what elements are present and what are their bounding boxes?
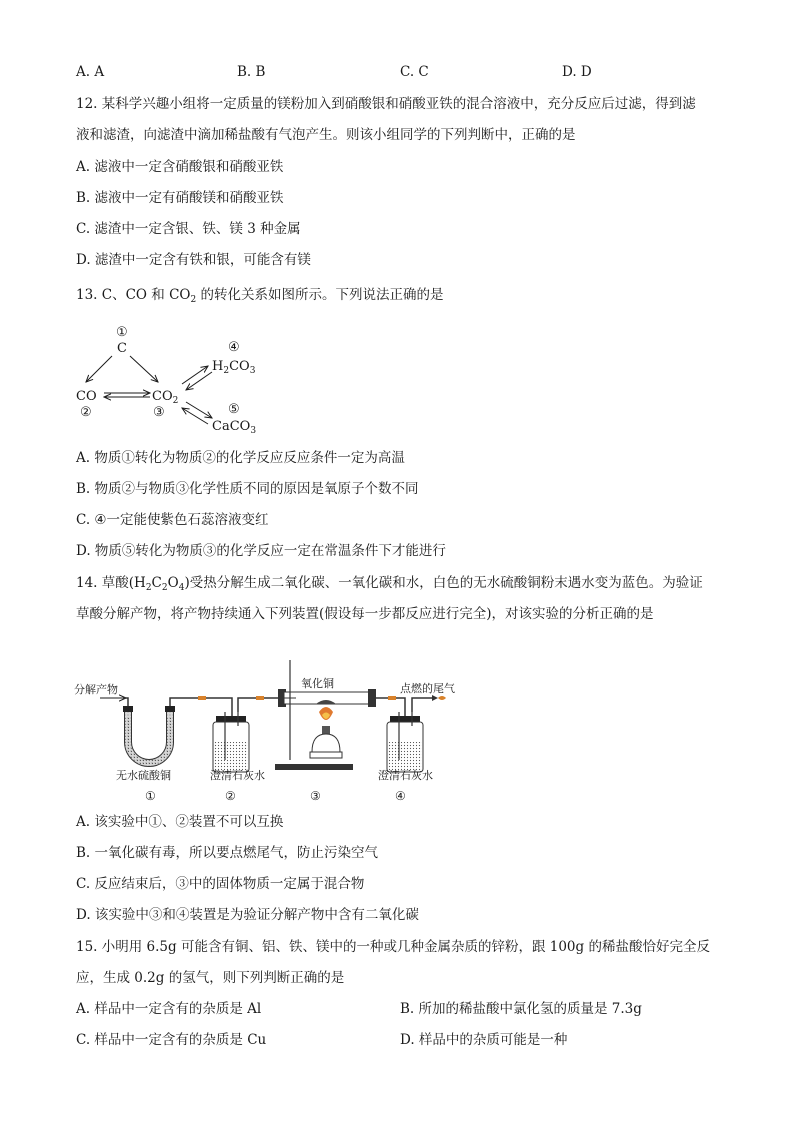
arrow-c-to-co2 — [130, 356, 158, 382]
co-formula: CO — [76, 389, 97, 404]
q15-option-b: B. 所加的稀盐酸中氯化氢的质量是 7.3g — [400, 1001, 642, 1017]
q15-option-a: A. 样品中一定含有的杂质是 Al — [76, 1001, 262, 1017]
inlet-label: 分解产物 — [74, 683, 118, 696]
h2co3-formula: $H_2CO_3$ — [212, 359, 256, 376]
label-limewater-2: 澄清石灰水 — [210, 769, 265, 782]
arrow-co2-to-caco3 — [186, 402, 212, 418]
q12-option-d: D. 滤渣中一定含有铁和银，可能含有镁 — [76, 252, 311, 268]
apparatus-num-4: ④ — [395, 789, 406, 803]
label-limewater-4: 澄清石灰水 — [378, 769, 433, 782]
q15-option-c: C. 样品中一定含有的杂质是 Cu — [76, 1032, 267, 1048]
q13-option-d: D. 物质⑤转化为物质③的化学反应一定在常温条件下才能进行 — [76, 543, 446, 559]
q15-stem-line2: 应，生成 0.2g 的氢气，则下列判断正确的是 — [76, 970, 345, 986]
q14-option-d: D. 该实验中③和④装置是为验证分解产物中含有二氧化碳 — [76, 907, 419, 923]
q11-option-d: D. D — [562, 64, 592, 80]
bottle-2 — [213, 712, 249, 772]
q14-stem-line2: 草酸分解产物，将产物持续通入下列装置(假设每一步都反应进行完全)，对该实验的分析正确的是 — [76, 606, 654, 622]
q11-option-b: B. B — [237, 64, 266, 80]
caco3-formula: CaCO$_3$ — [212, 419, 257, 436]
label-5: ⑤ — [228, 402, 240, 417]
label-4: ④ — [228, 340, 240, 355]
arrow-h2co3-to-co2 — [186, 372, 212, 390]
q14-option-c: C. 反应结束后，③中的固体物质一定属于混合物 — [76, 876, 365, 892]
co2-formula: $CO_2$ — [152, 389, 179, 406]
q15-option-d: D. 样品中的杂质可能是一种 — [400, 1032, 568, 1048]
q13-option-a: A. 物质①转化为物质②的化学反应反应条件一定为高温 — [76, 450, 405, 466]
label-anhydrous-cuso4: 无水硫酸铜 — [116, 769, 171, 782]
bottle-4 — [387, 712, 423, 772]
apparatus-num-1: ① — [145, 789, 156, 803]
carbon-conversion-diagram — [70, 318, 280, 440]
apparatus-num-3: ③ — [310, 789, 321, 803]
q14-option-a: A. 该实验中①、②装置不可以互换 — [76, 814, 284, 830]
q11-option-c: C. C — [400, 64, 429, 80]
q14-stem-line1: 14. 草酸$(H_2C_2O_4)$受热分解生成二氧化碳、一氧化碳和水，白色的无水硫酸铜粉末遇水变为蓝色。为验证 — [76, 575, 703, 593]
q12-stem-line2: 液和滤渣，向滤渣中滴加稀盐酸有气泡产生。则该小组同学的下列判断中，正确的是 — [76, 127, 576, 143]
label-2: ② — [80, 405, 92, 420]
q13-option-b: B. 物质②与物质③化学性质不同的原因是氧原子个数不同 — [76, 481, 419, 497]
u-tube-1 — [123, 706, 175, 763]
tail-gas-label: 点燃的尾气 — [400, 682, 455, 695]
q15-stem-line1: 15. 小明用 6.5g 可能含有铜、铝、铁、镁中的一种或几种金属杂质的锌粉，跟 100g 的稀盐酸恰好完全反 — [76, 939, 710, 955]
q13-stem: 13. C、CO 和 $CO_2$ 的转化关系如图所示。下列说法正确的是 — [76, 287, 444, 305]
c-formula: C — [117, 341, 127, 356]
q14-option-b: B. 一氧化碳有毒，所以要点燃尾气，防止污染空气 — [76, 845, 379, 861]
arrow-c-to-co — [86, 356, 112, 382]
q12-option-c: C. 滤渣中一定含银、铁、镁 3 种金属 — [76, 221, 301, 237]
q12-stem-line1: 12. 某科学兴趣小组将一定质量的镁粉加入到硝酸银和硝酸亚铁的混合溶液中，充分反应后过滤，得到滤 — [76, 96, 696, 112]
arrow-co2-to-h2co3 — [182, 366, 208, 384]
label-3: ③ — [153, 405, 165, 420]
q13-option-c: C. ④一定能使紫色石蕊溶液变红 — [76, 512, 269, 528]
q12-option-b: B. 滤液中一定有硝酸镁和硝酸亚铁 — [76, 190, 284, 206]
arrow-caco3-to-co2 — [182, 408, 208, 424]
apparatus-num-2: ② — [225, 789, 236, 803]
alcohol-burner — [310, 707, 342, 758]
experiment-apparatus — [70, 660, 490, 808]
q11-option-a: A. A — [76, 64, 105, 80]
cuo-label: 氧化铜 — [301, 677, 334, 690]
label-1: ① — [116, 325, 128, 340]
q12-option-a: A. 滤液中一定含硝酸银和硝酸亚铁 — [76, 159, 284, 175]
